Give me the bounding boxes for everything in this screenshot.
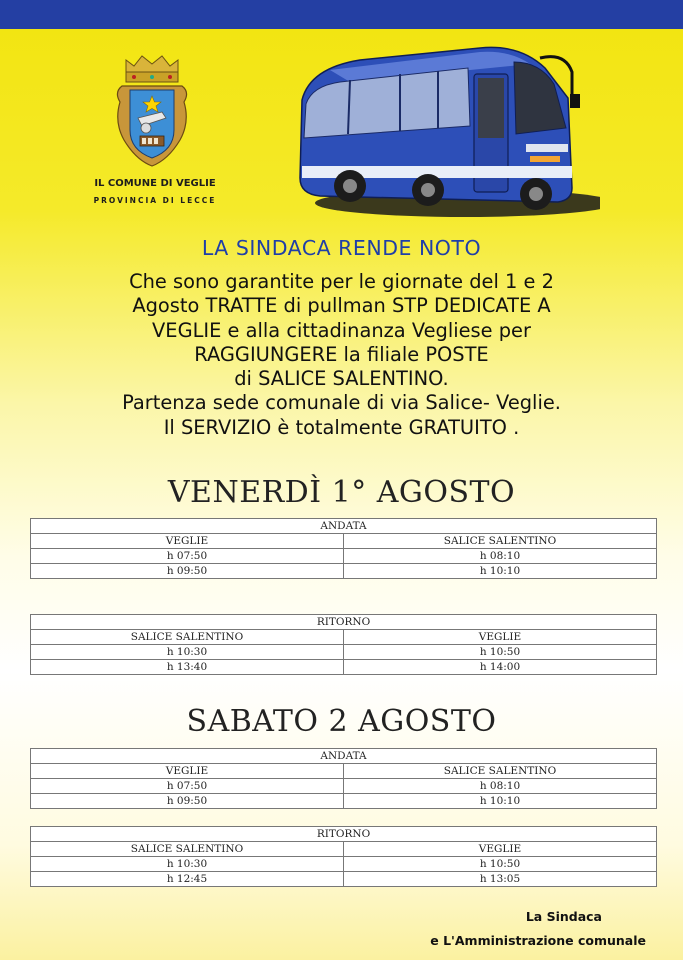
table-section-label: ANDATA bbox=[31, 749, 657, 764]
table-row bbox=[31, 564, 657, 579]
departure-time: h 07:50 bbox=[31, 549, 344, 564]
signature-line-1: La Sindaca bbox=[525, 909, 602, 924]
arrival-time: h 08:10 bbox=[344, 549, 657, 564]
arrival-time: h 10:10 bbox=[344, 564, 657, 579]
departure-time: h 07:50 bbox=[31, 779, 344, 794]
announcement-line: Agosto TRATTE di pullman STP DEDICATE A bbox=[132, 294, 551, 318]
top-blue-bar bbox=[0, 0, 683, 29]
announcement-body bbox=[40, 270, 643, 440]
arrival-time: h 10:50 bbox=[344, 645, 657, 660]
signature-line-2: e L'Amministrazione comunale bbox=[430, 933, 646, 948]
announcement-line: di SALICE SALENTINO. bbox=[234, 367, 449, 391]
departure-time: h 09:50 bbox=[31, 564, 344, 579]
arrival-time: h 10:10 bbox=[344, 794, 657, 809]
day-1-title: VENERDÌ 1° AGOSTO bbox=[167, 475, 516, 510]
table-row bbox=[31, 872, 657, 887]
announcement-headline: LA SINDACA RENDE NOTO bbox=[201, 236, 482, 260]
bus-icon bbox=[290, 38, 600, 220]
column-header-to: VEGLIE bbox=[344, 630, 657, 645]
announcement-line: VEGLIE e alla cittadinanza Vegliese per bbox=[152, 318, 531, 342]
announcement-line: Partenza sede comunale di via Salice- Veglie. bbox=[122, 391, 561, 415]
day-1-andata-table bbox=[30, 518, 657, 579]
column-header-from: VEGLIE bbox=[31, 534, 344, 549]
table-row bbox=[31, 660, 657, 675]
table-row bbox=[31, 549, 657, 564]
departure-time: h 10:30 bbox=[31, 857, 344, 872]
arrival-time: h 10:50 bbox=[344, 857, 657, 872]
day-2-ritorno-table bbox=[30, 826, 657, 887]
column-header-from: SALICE SALENTINO bbox=[31, 630, 344, 645]
announcement-line: Il SERVIZIO è totalmente GRATUITO . bbox=[163, 415, 520, 439]
table-row bbox=[31, 857, 657, 872]
departure-time: h 13:40 bbox=[31, 660, 344, 675]
day-2-andata-table bbox=[30, 748, 657, 809]
table-row bbox=[31, 645, 657, 660]
arrival-time: h 14:00 bbox=[344, 660, 657, 675]
day-2-title: SABATO 2 AGOSTO bbox=[186, 704, 497, 739]
table-section-label: RITORNO bbox=[31, 827, 657, 842]
day-1-ritorno-table bbox=[30, 614, 657, 675]
column-header-from: VEGLIE bbox=[31, 764, 344, 779]
column-header-from: SALICE SALENTINO bbox=[31, 842, 344, 857]
column-header-to: VEGLIE bbox=[344, 842, 657, 857]
table-row bbox=[31, 794, 657, 809]
provincia-name: PROVINCIA DI LECCE bbox=[93, 196, 217, 205]
announcement-line: Che sono garantite per le giornate del 1 e 2 bbox=[129, 270, 554, 293]
column-header-to: SALICE SALENTINO bbox=[344, 764, 657, 779]
departure-time: h 09:50 bbox=[31, 794, 344, 809]
table-section-label: ANDATA bbox=[31, 519, 657, 534]
column-header-to: SALICE SALENTINO bbox=[344, 534, 657, 549]
comune-name: IL COMUNE DI VEGLIE bbox=[94, 178, 216, 189]
announcement-line: RAGGIUNGERE la filiale POSTE bbox=[194, 342, 489, 366]
arrival-time: h 08:10 bbox=[344, 779, 657, 794]
veglie-coat-of-arms-icon bbox=[112, 52, 192, 172]
departure-time: h 12:45 bbox=[31, 872, 344, 887]
signature bbox=[430, 905, 646, 953]
departure-time: h 10:30 bbox=[31, 645, 344, 660]
table-row bbox=[31, 779, 657, 794]
table-section-label: RITORNO bbox=[31, 615, 657, 630]
arrival-time: h 13:05 bbox=[344, 872, 657, 887]
